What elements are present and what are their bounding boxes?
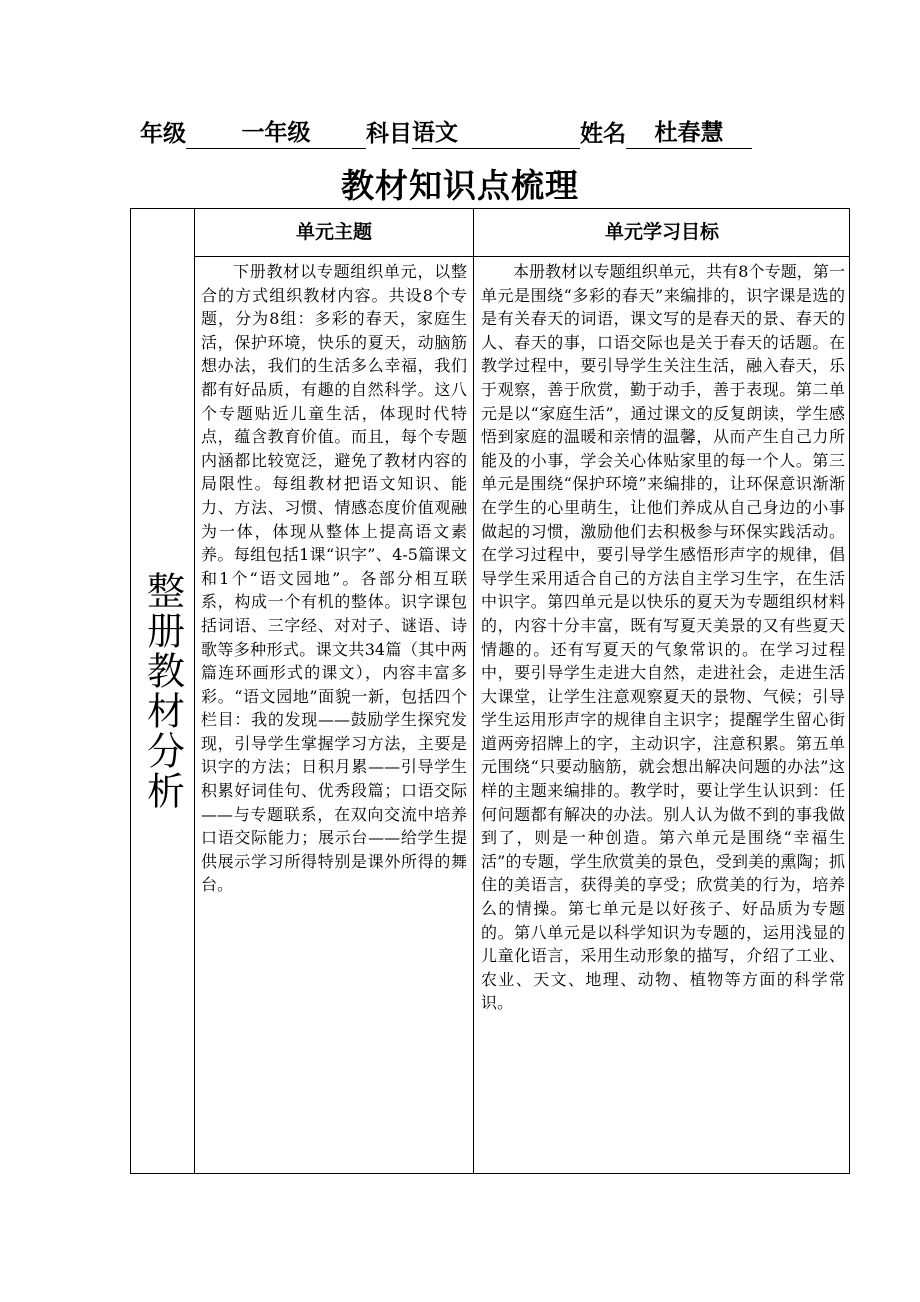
header-info — [140, 118, 800, 154]
analysis-table — [130, 208, 850, 1174]
divider — [473, 209, 474, 1173]
unit-goals-text: 本册教材以专题组织单元，共有8个专题，第一单元是围绕“多彩的春天”来编排的，识字课是选的是有关春天的词语，课文写的是春天的景、春天的人、春天的事，口语交际也是关于春天的话题。在教学过程中，要引导学生关注生活，融入春天，乐于观察，善于欣赏，勤于动手，善于表现。第二单元是以“家庭生活”，通过课文的反复朗读，学生感悟到家庭的温暖和亲情的温馨，从而产生自己力所能及的小事，学会关心体贴家里的每一个人。第三单元是围绕“保护环境”来编排的，让环保意识渐渐在学生的心里萌生，让他们养成从自己身边的小事做起的习惯，激励他们去积极参与环保实践活动。在学习过程中，要引导学生感悟形声字的规律，倡导学生采用适合自己的方法自主学习生字，在生活中识字。第四单元是以快乐的夏天为专题组织材料的，内容十分丰富，既有写夏天美景的又有些夏天情趣的。还有写夏天的气象常识的。在学习过程中，要引导学生走进大自然，走进社会，走进生活大课堂，让学生注意观察夏天的景物、气候；引导学生运用形声字的规律自主识字；提醒学生留心街道两旁招牌上的字，主动识字，注意积累。第五单元围绕“只要动脑筋，就会想出解决问题的办法”这样的主题来编排的。教学时，要让学生认识到：任何问题都有解决的办法。别人认为做不到的事我做到了，则是一种创造。第六单元是围绕“幸福生活”的专题，学生欣赏美的景色，受到美的熏陶；抓住的美语言，获得美的享受；欣赏美的行为，培养么的情操。第七单元是以好孩子、好品质为专题的。第八单元是以科学知识为专题的，运用浅显的儿童化语言，采用生动形象的描写，介绍了工业、农业、天文、地理、动物、植物等方面的科学常识。 — [481, 262, 845, 1013]
subject-label: 科目 — [366, 120, 412, 147]
grade-value: 一年级 — [186, 118, 366, 149]
column-header-goals: 单元学习目标 — [604, 221, 719, 243]
name-label: 姓名 — [580, 120, 626, 147]
row-label: 整册教材分析 — [140, 571, 185, 811]
divider — [194, 256, 850, 257]
name-value: 杜春慧 — [626, 118, 752, 149]
divider — [194, 209, 195, 1173]
grade-label: 年级 — [140, 120, 186, 147]
column-header-theme: 单元主题 — [295, 221, 372, 243]
page-title: 教材知识点梳理 — [341, 166, 579, 205]
row-label-cell — [131, 209, 194, 1173]
subject-value: 语文 — [412, 118, 580, 149]
unit-theme-text: 下册教材以专题组织单元，以整合的方式组织教材内容。共设8个专题，分为8组：多彩的春天，家庭生活，保护环境，快乐的夏天，动脑筋想办法，我们的生活多么幸福，我们都有好品质，有趣的自然科学。这八个专题贴近儿童生活，体现时代特点，蕴含教育价值。而且，每个专题内涵都比较宽泛，避免了教材内容的局限性。每组教材把语文知识、能力、方法、习惯、情感态度价值观融为一体，体现从整体上提高语文素养。每组包括1课“识字”、4-5篇课文和1个“语文园地”。各部分相互联系，构成一个有机的整体。识字课包括词语、三字经、对对子、谜语、诗歌等多种形式。课文共34篇（其中两篇连环画形式的课文），内容丰富多彩。“语文园地”面貌一新，包括四个栏目：我的发现——鼓励学生探究发现，引导学生掌握学习方法，主要是识字的方法；日积月累——引导学生积累好词佳句、优秀段篇；口语交际——与专题联系，在双向交流中培养口语交际能力；展示台——给学生提供展示学习所得特别是课外所得的舞台。 — [201, 262, 467, 895]
